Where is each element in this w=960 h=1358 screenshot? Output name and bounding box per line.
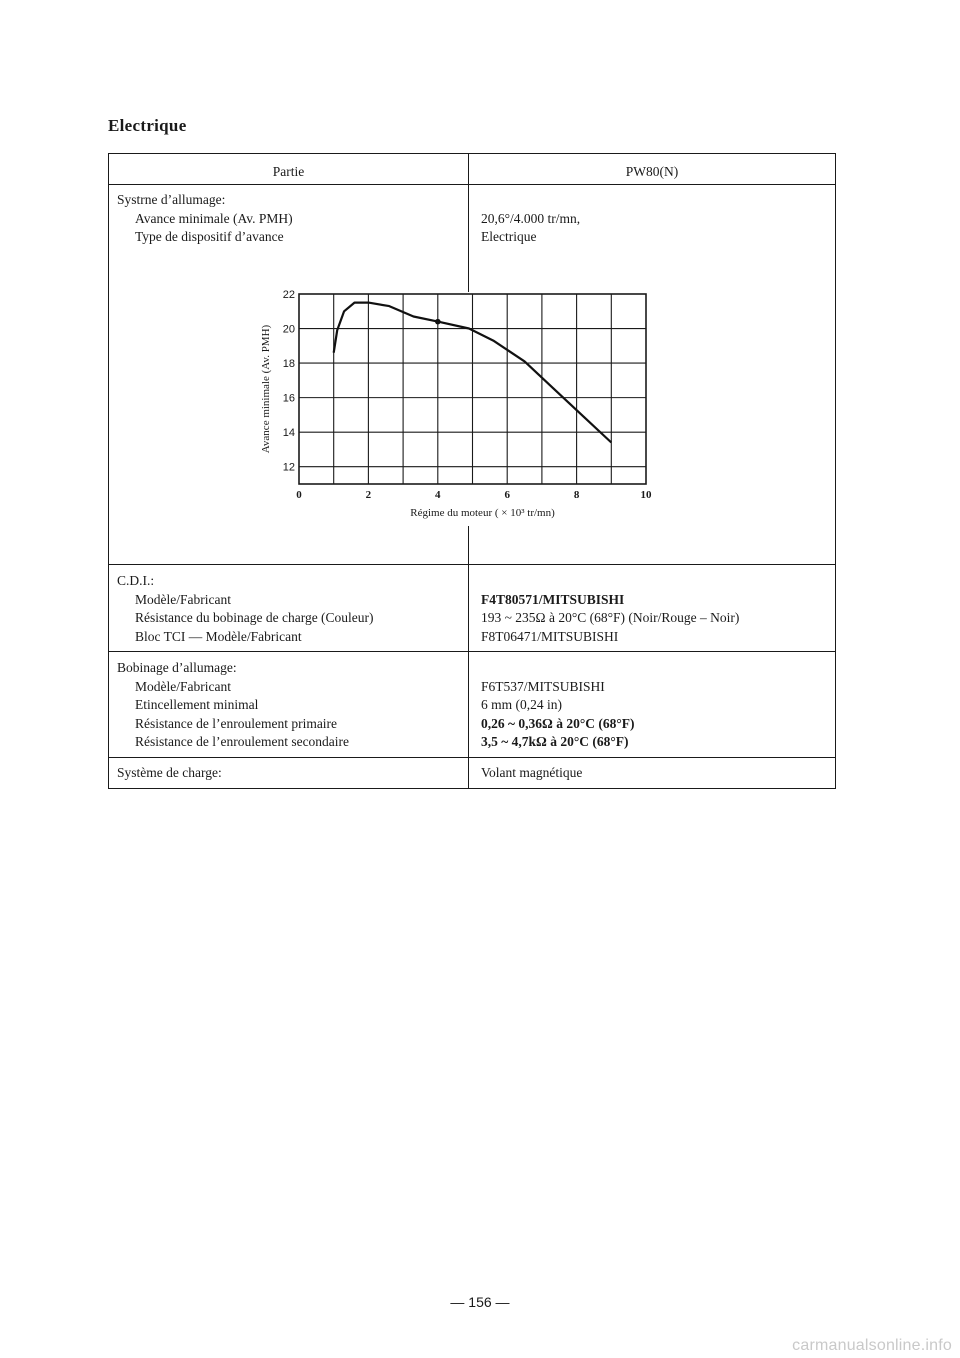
- cdi-labels: [117, 572, 374, 646]
- coil-model-label: Modèle/Fabricant: [135, 678, 231, 694]
- coil-values: [481, 678, 635, 752]
- charging-label: Système de charge:: [117, 765, 222, 780]
- x-tick-label: 6: [504, 489, 510, 501]
- primary-resistance-value: 0,26 ~ 0,36Ω à 20°C (68°F): [481, 715, 635, 731]
- chart-grid: [299, 294, 646, 484]
- coil-labels: [117, 659, 349, 752]
- page-number: — 156 —: [450, 1294, 510, 1310]
- y-tick-label: 18: [282, 358, 295, 371]
- watermark: carmanualsonline.info: [792, 1337, 952, 1354]
- spark-gap-label: Etincellement minimal: [135, 697, 259, 712]
- advance-curve-chart: [109, 154, 835, 554]
- x-tick-label: 0: [296, 489, 302, 501]
- row-divider: [109, 651, 835, 652]
- secondary-resistance-label: Résistance de l’enroulement secondaire: [135, 734, 350, 749]
- x-axis-label: Régime du moteur ( × 10³ tr/mn): [410, 507, 555, 519]
- y-axis-label: Avance minimale (Av. PMH): [260, 324, 272, 454]
- secondary-resistance-value: 3,5 ~ 4,7kΩ à 20°C (68°F): [481, 734, 629, 749]
- advance-type-value: Electrique: [481, 229, 537, 244]
- row-divider: [109, 757, 835, 758]
- y-tick-label: 12: [282, 461, 295, 474]
- y-tick-label: 14: [282, 427, 295, 440]
- coil-title: Bobinage d’allumage:: [117, 660, 237, 675]
- tci-unit-label: Bloc TCI — Modèle/Fabricant: [135, 628, 302, 644]
- y-tick-label: 20: [282, 323, 295, 336]
- spark-gap-value: 6 mm (0,24 in): [481, 697, 562, 712]
- x-tick-label: 4: [435, 489, 441, 501]
- row-divider: [109, 564, 835, 565]
- charging-value: Volant magnétique: [481, 765, 583, 780]
- x-tick-label: 8: [573, 489, 580, 501]
- y-tick-label: 16: [282, 392, 295, 405]
- charge-coil-resistance-value: 193 ~ 235Ω à 20°C (68°F) (Noir/Rouge – Noir): [481, 610, 740, 625]
- cdi-model-value: F4T80571/MITSUBISHI: [481, 591, 625, 607]
- cdi-title: C.D.I.:: [117, 573, 155, 588]
- min-advance-label: Avance minimale (Av. PMH): [135, 210, 293, 226]
- advance-type-label: Type de dispositif d’avance: [135, 229, 284, 244]
- x-tick-label: 10: [640, 489, 652, 501]
- tci-unit-value: F8T06471/MITSUBISHI: [481, 628, 619, 644]
- column-divider: [468, 526, 469, 789]
- cdi-values: [481, 591, 739, 647]
- y-tick-label: 22: [282, 289, 295, 301]
- curve-marked-point: [435, 319, 441, 325]
- header-model: PW80(N): [625, 164, 679, 179]
- charge-coil-resistance-label: Résistance du bobinage de charge (Couleur): [135, 610, 374, 625]
- section-heading: Electrique: [108, 116, 187, 135]
- ignition-title: Systrne d’allumage:: [117, 192, 226, 207]
- primary-resistance-label: Résistance de l’enroulement primaire: [135, 715, 338, 731]
- x-tick-label: 2: [365, 489, 372, 501]
- min-advance-value: 20,6°/4.000 tr/mn,: [481, 210, 581, 226]
- cdi-model-label: Modèle/Fabricant: [135, 591, 231, 607]
- coil-model-value: F6T537/MITSUBISHI: [481, 678, 605, 694]
- specifications-table: [108, 153, 836, 789]
- header-part: Partie: [272, 164, 305, 179]
